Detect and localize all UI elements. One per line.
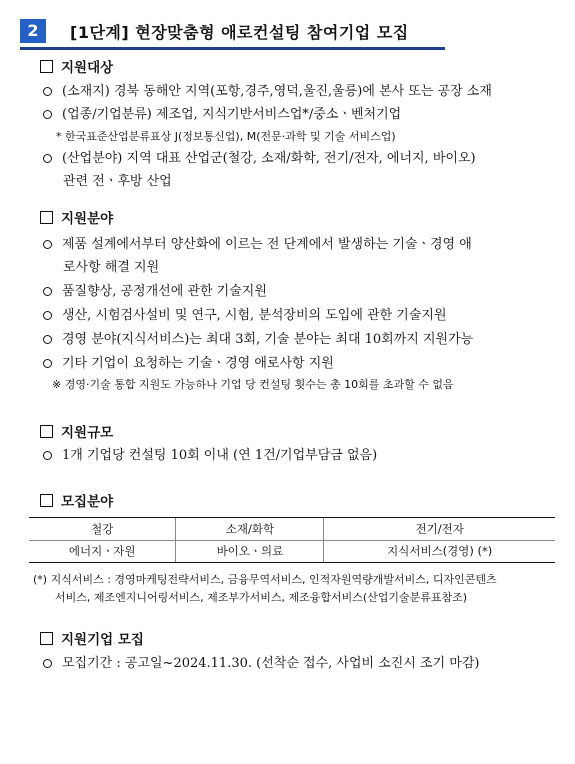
table-cell: 바이오ㆍ의료 <box>176 540 324 562</box>
target-sector: (산업분야) 지역 대표 산업군(철강, 소재/화학, 전기/전자, 에너지, 바이오) <box>40 147 476 166</box>
field-item-3: 생산, 시험검사설비 및 연구, 시험, 분석장비의 도입에 관한 기술지원 <box>40 304 447 323</box>
circle-bullet-icon <box>43 240 52 249</box>
checkbox-square-icon <box>40 211 53 224</box>
target-location: (소재지) 경북 동해안 지역(포항,경주,영덕,울진,울릉)에 본사 또는 공장 소재 <box>40 80 492 99</box>
circle-bullet-icon <box>43 87 52 96</box>
circle-bullet-icon <box>43 110 52 119</box>
checkbox-square-icon <box>40 494 53 507</box>
field-item-1-cont: 로사항 해결 지원 <box>63 260 160 275</box>
table-row <box>29 518 555 540</box>
circle-bullet-icon <box>43 154 52 163</box>
heading-recruit: 지원기업 모집 <box>40 628 144 648</box>
target-sector-cont: 관련 전ㆍ후방 산업 <box>63 174 172 189</box>
circle-bullet-icon <box>43 287 52 296</box>
heading-recruit-field: 모집분야 <box>40 490 113 510</box>
heading-field: 지원분야 <box>40 207 113 227</box>
checkbox-square-icon <box>40 425 53 438</box>
field-item-4: 경영 분야(지식서비스)는 최대 3회, 기술 분야는 최대 10회까지 지원가능 <box>40 328 473 347</box>
table-cell: 에너지ㆍ자원 <box>29 540 176 562</box>
field-item-5: 기타 기업이 요청하는 기술ㆍ경영 애로사항 지원 <box>40 352 334 371</box>
circle-bullet-icon <box>43 659 52 668</box>
heading-target: 지원대상 <box>40 56 113 76</box>
field-note: ※ 경영·기술 통합 지원도 가능하나 기업 당 컨설팅 횟수는 총 10회를 초과할 수 없음 <box>52 378 454 391</box>
heading-scale: 지원규모 <box>40 421 113 441</box>
checkbox-square-icon <box>40 60 53 73</box>
table-row <box>29 540 555 562</box>
section-number-badge: 2 <box>20 19 46 43</box>
target-industry: (업종/기업분류) 제조업, 지식기반서비스업*/중소ㆍ벤처기업 <box>40 103 401 122</box>
target-footnote: * 한국표준산업분류표상 J(정보통신업), M(전문·과학 및 기술 서비스업) <box>56 130 396 143</box>
recruit-field-note-1: (*) 지식서비스 : 경영마케팅전략서비스, 금융무역서비스, 인적자원역량개발서비스, 디자인콘텐츠 <box>33 573 497 586</box>
scale-item: 1개 기업당 컨설팅 10회 이내 (연 1건/기업부담금 없음) <box>40 444 377 463</box>
circle-bullet-icon <box>43 311 52 320</box>
section-header <box>20 13 445 50</box>
recruit-field-note-2: 서비스, 제조엔지니어링서비스, 제조부가서비스, 제조융합서비스(산업기술분류표참조) <box>55 591 468 604</box>
circle-bullet-icon <box>43 451 52 460</box>
table-cell: 지식서비스(경영) (*) <box>324 540 555 562</box>
checkbox-square-icon <box>40 632 53 645</box>
table-cell: 소재/화학 <box>176 518 324 540</box>
table-cell: 철강 <box>29 518 176 540</box>
circle-bullet-icon <box>43 359 52 368</box>
field-item-2: 품질향상, 공정개선에 관한 기술지원 <box>40 280 267 299</box>
section-title: [1단계] 현장맞춤형 애로컨설팅 참여기업 모집 <box>70 23 409 42</box>
recruit-field-table <box>29 517 555 563</box>
recruit-period: 모집기간 : 공고일~2024.11.30. (선착순 접수, 사업비 소진시 조기 마감) <box>40 652 479 671</box>
table-cell: 전기/전자 <box>324 518 555 540</box>
field-item-1: 제품 설계에서부터 양산화에 이르는 전 단계에서 발생하는 기술ㆍ경영 애 <box>40 233 472 252</box>
circle-bullet-icon <box>43 335 52 344</box>
